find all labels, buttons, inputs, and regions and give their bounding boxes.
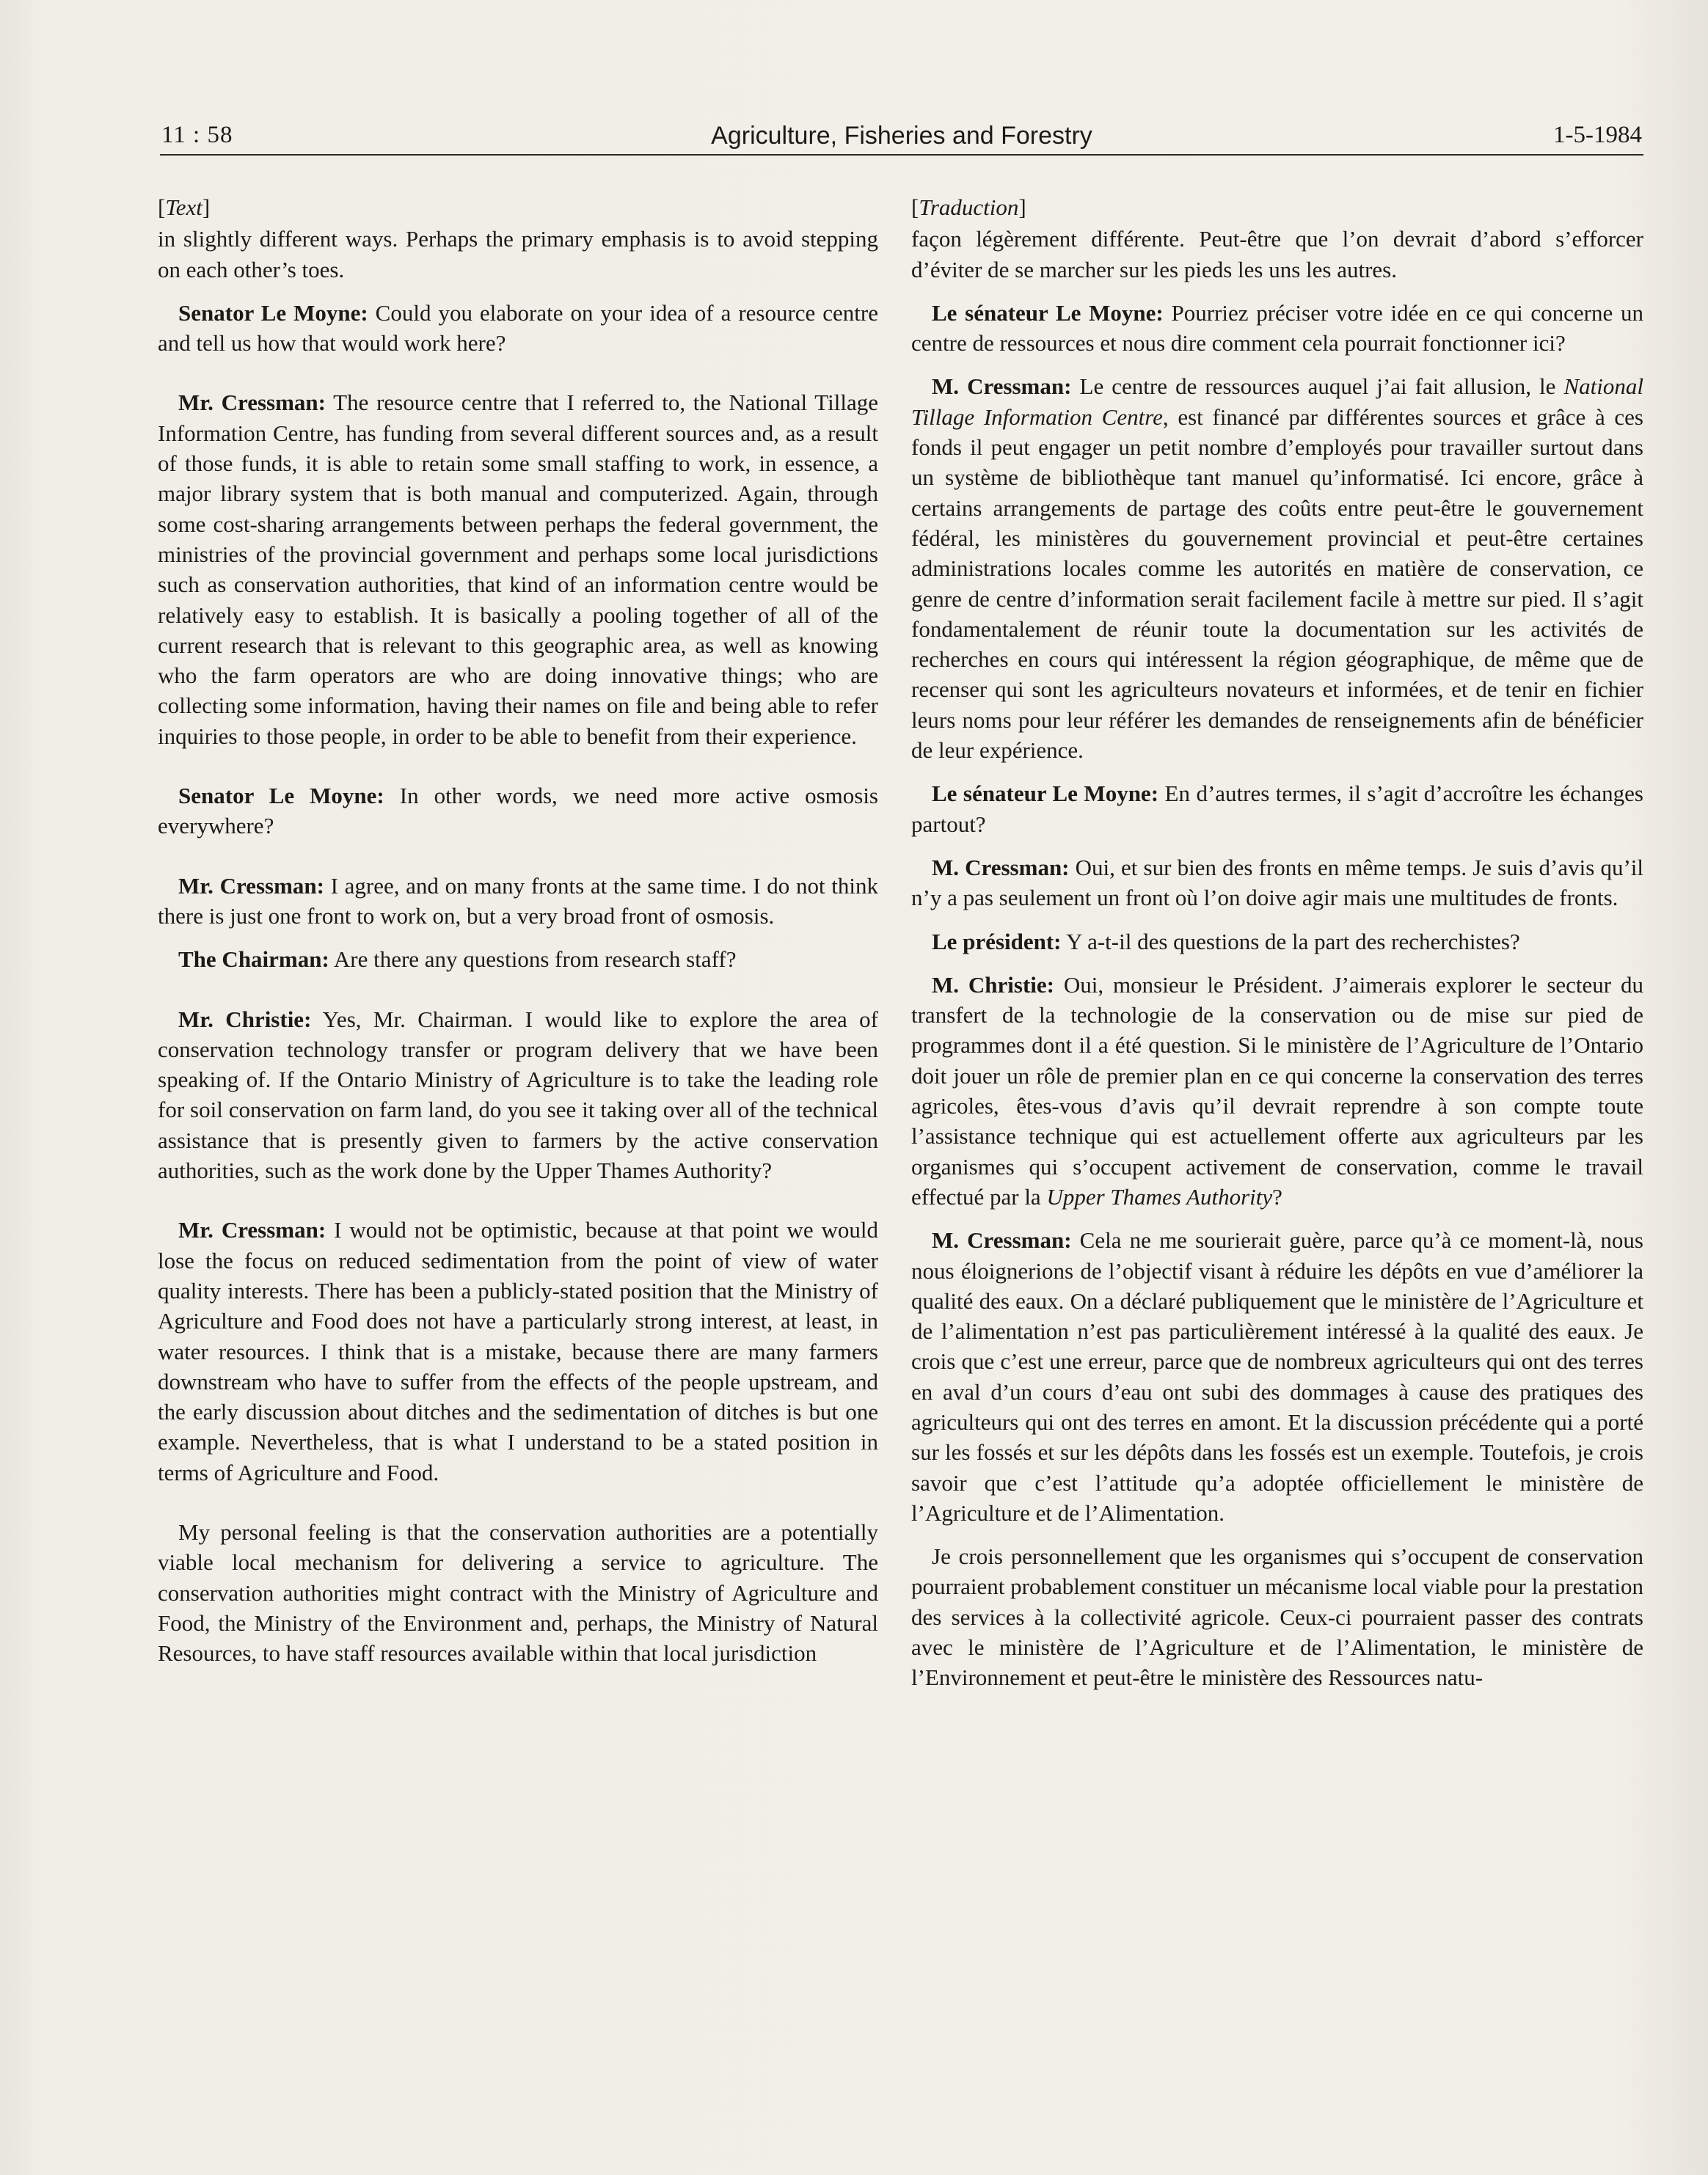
speaker-name: M. Christie:: [932, 971, 1054, 998]
paragraph: façon légèrement différente. Peut-être que l’on devrait d’abord s’efforcer d’éviter de se marcher sur les pieds les uns les autres.: [911, 226, 1643, 282]
french-column: [911, 192, 1643, 1706]
translation-marker: [Traduction]: [911, 194, 1026, 220]
speaker-name: M. Cressman:: [932, 373, 1072, 400]
speaker-name: Senator Le Moyne:: [178, 299, 368, 326]
paragraph: M. Christie: Oui, monsieur le Président. J’aimerais explorer le secteur du transfert de la technologie de la conservation ou de mise sur pied de programmes dont il a été question. Si le ministère de l’Agriculture de l’Ontario doit jouer un rôle de premier plan en ce qui concerne la conservation des terres agricoles, êtes-vous d’avis qu’il devrait reprendre à son compte toute l’assistance technique qui est actuellement offerte aux agriculteurs par les organismes qui s’occupent activement de conservation, comme le travail effectué par la Upper Thames Authority?: [911, 971, 1644, 1210]
paragraph: M. Cressman: Cela ne me sourierait guère, parce qu’à ce moment-là, nous nous éloignerions de l’objectif visant à réduire les dépôts en vue d’améliorer la qualité des eaux. On a déclaré publiquement que le ministère de l’Agriculture et de l’alimentation n’est pas particulièrement intéressé à la qualité des eaux. Je crois que c’est une erreur, parce que de nombreux agriculteurs qui ont des terres en aval d’un cours d’eau ont subi des dommages à cause des pratiques des agriculteurs qui ont des terres en amont. Et la discussion précédente qui a porté sur les fossés et sur les dépôts dans les fossés est un exemple. Toutefois, je crois savoir que c’est l’attitude qu’a adoptée officiellement le ministère de l’Agriculture et de l’Alimentation.: [911, 1227, 1643, 1526]
speaker-name: Mr. Cressman:: [178, 1217, 326, 1243]
speaker-name: Senator Le Moyne:: [178, 783, 384, 809]
paragraph: Je crois personnellement que les organismes qui s’occupent de conservation pourraient probablement constituer un mécanisme local viable pour la prestation des services à la collectivité agricole. Ceux-ci pourraient passer des contrats avec le ministère de l’Agriculture et de l’Alimentation, le ministère de l’Environnement et peut-être le ministère des Ressources natu-: [911, 1543, 1643, 1691]
speaker-name: Mr. Christie:: [178, 1006, 312, 1032]
paragraph: Mr. Cressman: I would not be optimistic, because at that point we would lose the focus on reduced sedimentation from the point of view of water quality interests. There has been a publicly-stated position that the Ministry of Agriculture and Food does not have a particularly strong interest, at least, in water resources. I think that is a mistake, because there are many farmers downstream who have to suffer from the effects of the people upstream, and the early discussion about ditches and the sedimentation of ditches is but one example. Nevertheless, that is what I understand to be a stated position in terms of Agriculture and Food.: [158, 1217, 878, 1485]
paragraph: Senator Le Moyne: Could you elaborate on your idea of a resource centre and tell us how that would work here?: [158, 299, 878, 357]
text-marker: [Text]: [158, 194, 211, 220]
paragraph: Le sénateur Le Moyne: En d’autres termes, il s’agit d’accroître les échanges partout?: [911, 781, 1644, 837]
publication-title: Agriculture, Fisheries and Forestry: [711, 122, 1092, 150]
header-date: 1-5-1984: [1553, 122, 1642, 148]
speaker-name: Le président:: [932, 928, 1062, 954]
page-header: [160, 116, 1643, 156]
paragraph: in slightly different ways. Perhaps the primary emphasis is to avoid stepping on each other’s toes.: [158, 226, 878, 282]
paragraph: Senator Le Moyne: In other words, we need more active osmosis everywhere?: [158, 783, 878, 839]
paragraph: The Chairman: Are there any questions from research staff?: [178, 946, 737, 973]
paragraph: M. Cressman: Oui, et sur bien des fronts en même temps. Je suis d’avis qu’il n’y a pas seulement un front où l’on doive agir mais une multitudes de fronts.: [911, 854, 1644, 911]
paragraph: My personal feeling is that the conservation authorities are a potentially viable local mechanism for delivering a service to agriculture. The conservation authorities might contract with the Ministry of Agriculture and Food, the Ministry of the Environment and, perhaps, the Ministry of Natural Resources, to have staff resources available within that local jurisdiction: [158, 1518, 878, 1667]
speaker-name: The Chairman:: [178, 946, 329, 973]
page-number: 11 : 58: [161, 122, 233, 148]
speaker-name: Mr. Cressman:: [178, 872, 324, 899]
paragraph: Mr. Christie: Yes, Mr. Chairman. I would like to explore the area of conservation technology transfer or program delivery that we have been speaking of. If the Ontario Ministry of Agriculture is to take the leading role for soil conservation on farm land, do you see it taking over all of the technical assistance that is presently given to farmers by the active conservation authorities, such as the work done by the Upper Thames Authority?: [158, 1006, 878, 1184]
speaker-name: Le sénateur Le Moyne:: [932, 781, 1159, 807]
paragraph: Mr. Cressman: The resource centre that I referred to, the National Tillage Information Centre, has funding from several different sources and, as a result of those funds, it is able to retain some small staffing to work, in essence, a major library system that is both manual and computerized. Again, through some cost-sharing arrangements between perhaps the federal government, the ministries of the provincial government and perhaps some local jurisdictions such as conservation authorities, that kind of an information centre would be relatively easy to establish. It is basically a pooling together of all of the current research that is relevant to this geographic area, as well as knowing who the farm operators are who are doing innovative things; who are collecting some information, having their names on file and being able to refer inquiries to those people, in order to be able to benefit from their experience.: [158, 390, 878, 749]
paragraph: M. Cressman: Le centre de ressources auquel j’ai fait allusion, le National Tillage Information Centre, est financé par différentes sources et grâce à ces fonds il peut engager un petit nombre d’employés pour travailler surtout dans un système de bibliothèque tant manuel qu’informatisé. Ici encore, grâce à certains arrangements de partage des coûts entre peut-être le gouvernement fédéral, les ministères du gouvernement provincial et peut-être certaines administrations locales comme les autorités en matière de conservation, ce genre de centre d’information serait facilement facile à mettre sur pied. Il s’agit fondamentalement de réunir toute la documentation sur les activités de recherches en cours qui intéressent la région géographique, de même que de recenser qui sont les agriculteurs novateurs et informées, et de tenir en fichier leurs noms pour leur référer les demandes de renseignements afin de bénéficier de leur expérience.: [911, 373, 1644, 764]
speaker-name: Mr. Cressman:: [178, 390, 326, 416]
speaker-name: M. Cressman:: [932, 1227, 1072, 1254]
speaker-name: Le sénateur Le Moyne:: [932, 299, 1164, 326]
speaker-name: M. Cressman:: [932, 854, 1070, 880]
english-column: [158, 192, 878, 1681]
paragraph: Mr. Cressman: I agree, and on many fronts at the same time. I do not think there is just one front to work on, but a very broad front of osmosis.: [158, 872, 878, 929]
paragraph: Le président: Y a-t-il des questions de la part des recherchistes?: [932, 928, 1520, 954]
paragraph: Le sénateur Le Moyne: Pourriez préciser votre idée en ce qui concerne un centre de ressources et nous dire comment cela pourrait fonctionner ici?: [911, 299, 1643, 357]
